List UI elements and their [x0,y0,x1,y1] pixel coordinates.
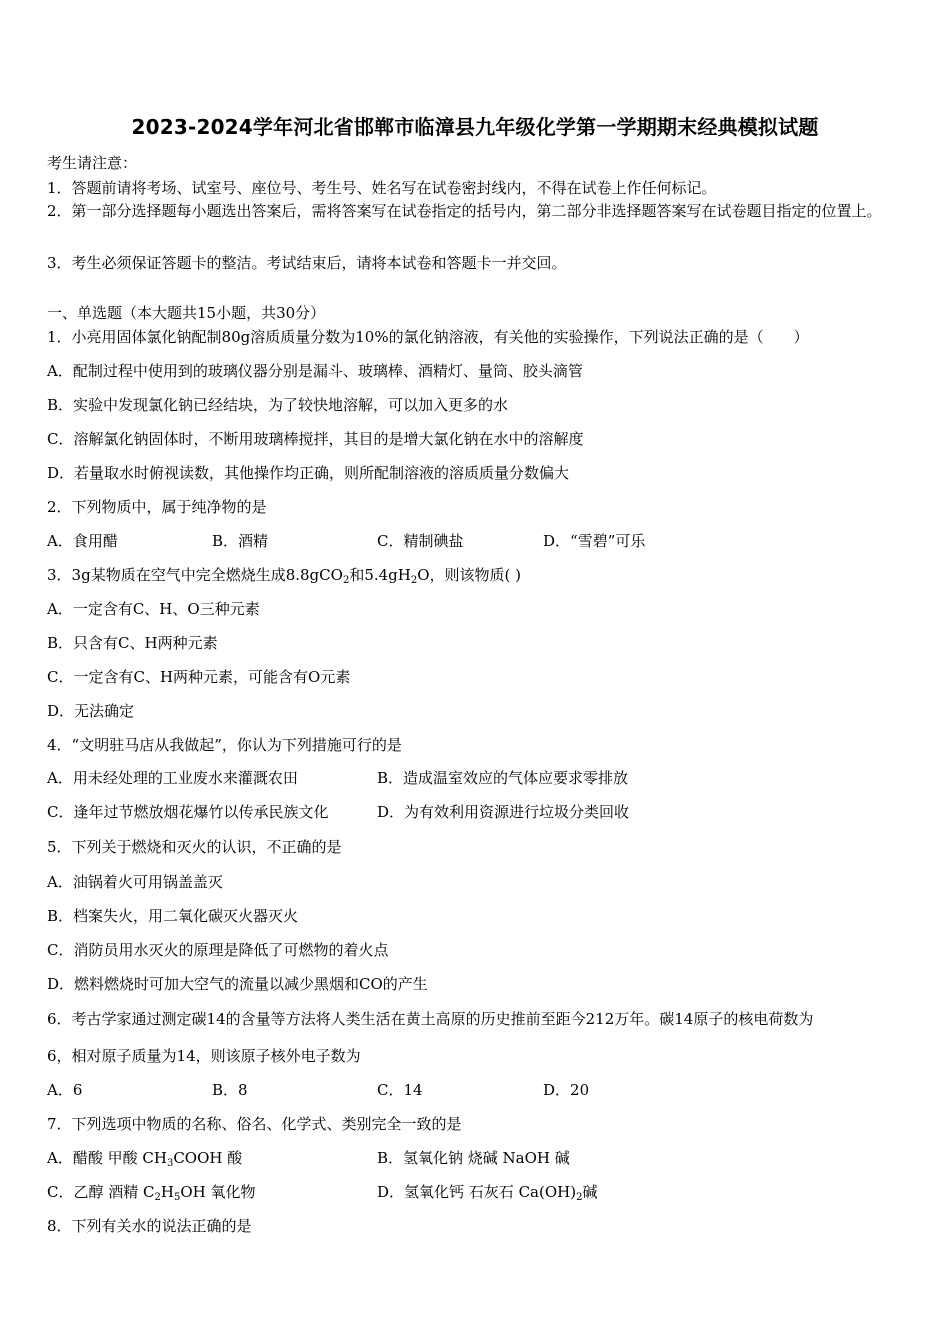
question-1-option-a: A．配制过程中使用到的玻璃仪器分别是漏斗、玻璃棒、酒精灯、量筒、胶头滴管 [47,362,583,380]
q7a-subscript: 3 [166,1158,174,1169]
question-5-option-c: C．消防员用水灭火的原理是降低了可燃物的着火点 [47,941,389,959]
question-7-stem: 7．下列选项中物质的名称、俗名、化学式、类别完全一致的是 [47,1115,462,1133]
question-2-stem: 2．下列物质中，属于纯净物的是 [47,498,267,516]
question-4-option-b: B．造成温室效应的气体应要求零排放 [377,769,629,787]
q3-subscript: 2 [342,575,350,586]
q7c-part: C．乙醇 酒精 C [47,1183,155,1201]
question-6-stem-line-1: 6．考古学家通过测定碳14的含量等方法将人类生活在黄土高原的历史推前至距今212万年。碳14原子的核电荷数为 [47,1010,814,1028]
question-5-option-d: D．燃料燃烧时可加大空气的流量以减少黑烟和CO的产生 [47,975,428,993]
q7c-subscript: 2 [154,1192,161,1203]
question-3-option-c: C．一定含有C、H两种元素，可能含有O元素 [47,668,351,686]
question-5-option-a: A．油锅着火可用锅盖盖灭 [47,873,223,891]
notice-item-2: 2．第一部分选择题每小题选出答案后，需将答案写在试卷指定的括号内，第二部分非选择题答案写在试卷题目指定的位置上。 [47,202,882,220]
q3-subscript: 2 [410,575,418,586]
question-7-option-d [377,1182,597,1202]
question-2-option-a: A．食用醋 [47,532,118,550]
q7d-part: 碱 [582,1183,598,1201]
q7d-subscript: 2 [576,1192,583,1203]
question-5-option-b: B．档案失火，用二氧化碳灭火器灭火 [47,907,299,925]
question-6-stem-line-2: 6，相对原子质量为14，则该原子核外电子数为 [47,1047,361,1065]
question-3-option-d: D．无法确定 [47,702,135,720]
question-4-option-d: D．为有效利用资源进行垃圾分类回收 [377,803,630,821]
question-1-stem: 1．小亮用固体氯化钠配制80g溶质质量分数为10%的氯化钠溶液，有关他的实验操作，下列说法正确的是（ ） [47,328,809,346]
question-6-option-c: C．14 [377,1081,423,1099]
notice-item-1: 1．答题前请将考场、试室号、座位号、考生号、姓名写在试卷密封线内，不得在试卷上作任何标记。 [47,179,717,197]
q7a-part: COOH 酸 [173,1149,243,1167]
question-6-option-b: B．8 [212,1081,248,1099]
q7d-part: D．氢氧化钙 石灰石 Ca(OH) [377,1183,577,1201]
page-title: 2023-2024学年河北省邯郸市临漳县九年级化学第一学期期末经典模拟试题 [131,115,819,139]
q7c-subscript: 5 [173,1192,181,1203]
q7c-part: OH 氧化物 [180,1183,256,1201]
q3-stem-part: O，则该物质( ) [417,566,522,584]
notice-heading: 考生请注意： [47,154,138,172]
q7a-part: A．醋酸 甲酸 CH [47,1149,167,1167]
question-4-stem: 4．“文明驻马店从我做起”，你认为下列措施可行的是 [47,736,402,754]
question-4-option-a: A．用未经处理的工业废水来灌溉农田 [47,769,298,787]
question-1-option-d: D．若量取水时俯视读数，其他操作均正确，则所配制溶液的溶质质量分数偏大 [47,464,570,482]
notice-item-3: 3．考生必须保证答题卡的整洁。考试结束后，请将本试卷和答题卡一并交回。 [47,254,567,272]
question-1-option-b: B．实验中发现氯化钠已经结块，为了较快地溶解，可以加入更多的水 [47,396,509,414]
question-3-option-b: B．只含有C、H两种元素 [47,634,218,652]
question-2-option-b: B．酒精 [212,532,269,550]
question-8-stem: 8．下列有关水的说法正确的是 [47,1217,252,1235]
question-3-stem [47,565,521,585]
question-1-option-c: C．溶解氯化钠固体时，不断用玻璃棒搅拌，其目的是增大氯化钠在水中的溶解度 [47,430,584,448]
question-6-option-a: A．6 [47,1081,83,1099]
question-2-option-d: D．“雪碧”可乐 [543,532,646,550]
question-6-option-d: D．20 [543,1081,590,1099]
question-4-option-c: C．逢年过节燃放烟花爆竹以传承民族文化 [47,803,329,821]
question-7-option-b: B．氢氧化钠 烧碱 NaOH 碱 [377,1149,570,1167]
question-2-option-c: C．精制碘盐 [377,532,464,550]
q3-stem-part: 3．3g某物质在空气中完全燃烧生成8.8gCO [47,566,343,584]
question-3-option-a: A．一定含有C、H、O三种元素 [47,600,260,618]
section-heading: 一、单选题（本大题共15小题，共30分） [47,304,326,322]
question-5-stem: 5．下列关于燃烧和灭火的认识，不正确的是 [47,838,342,856]
question-7-option-c [47,1182,256,1202]
q7c-part: H [160,1183,174,1201]
q3-stem-part: 和5.4gH [349,566,411,584]
question-7-option-a [47,1148,242,1168]
